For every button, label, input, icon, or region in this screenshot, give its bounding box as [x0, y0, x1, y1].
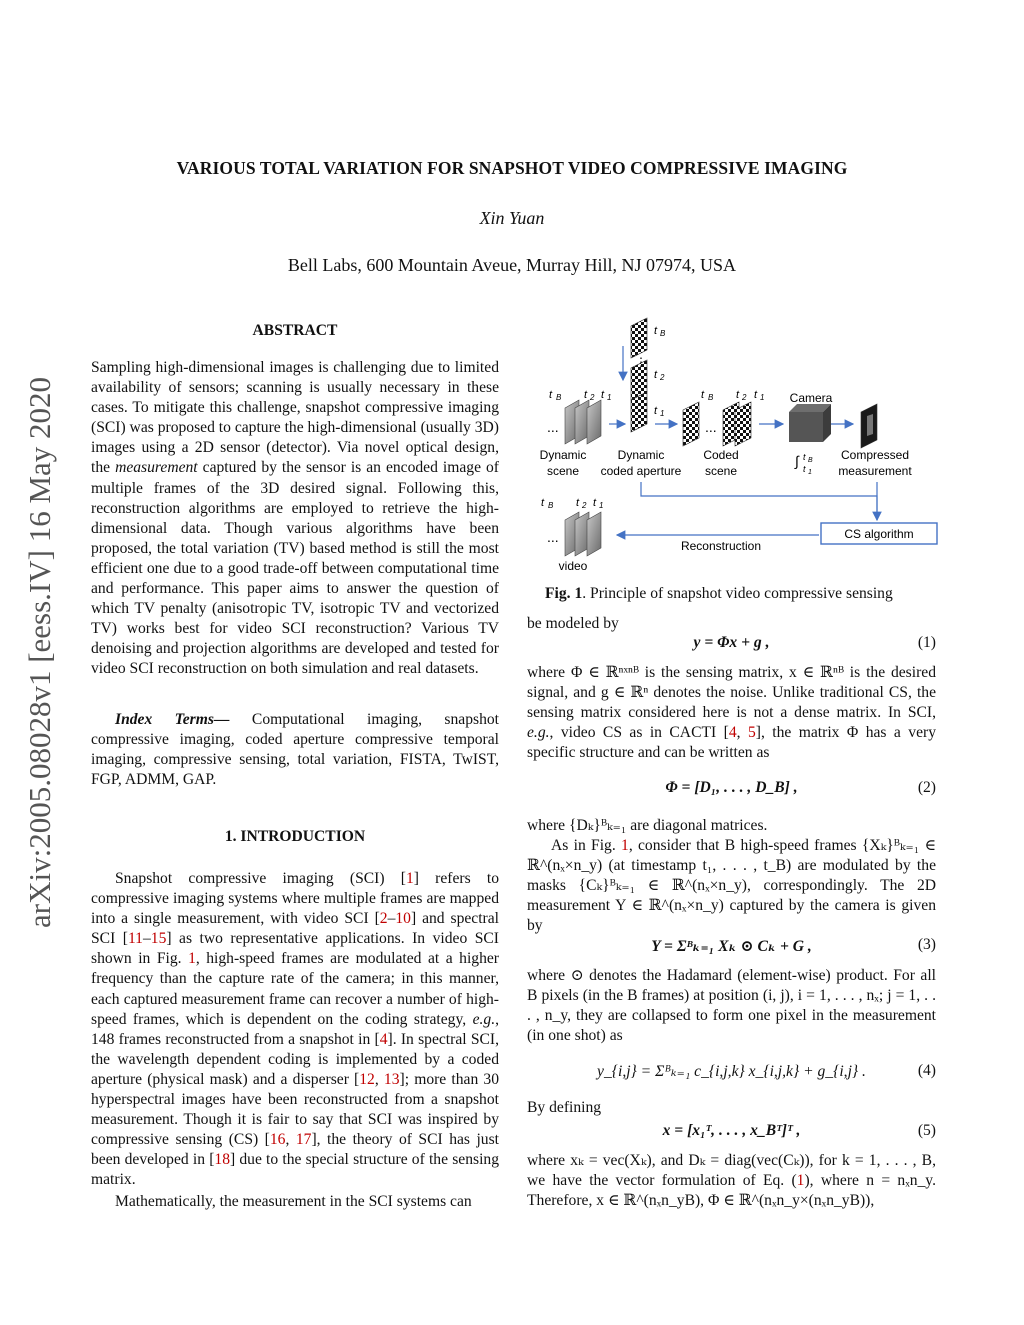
intro-text: ]. In spectral SCI, the wavelength dependent coding is implemented by a coded aperture (physical mask) and a disperser [	[91, 1030, 499, 1088]
svg-text:t: t	[701, 389, 705, 401]
citation-ref: 15	[150, 930, 167, 948]
intro-text: Snapshot compressive imaging (SCI) [	[115, 870, 406, 887]
svg-text:t: t	[803, 452, 806, 462]
svg-text:B: B	[556, 393, 562, 402]
citation-ref: 12	[359, 1070, 375, 1088]
svg-text:B: B	[708, 393, 714, 402]
citation-ref: 10	[395, 910, 411, 928]
svg-text:Dynamic: Dynamic	[539, 448, 587, 462]
citation-ref: 11	[127, 930, 143, 948]
citation-ref: 18	[214, 1151, 230, 1169]
affiliation: Bell Labs, 600 Mountain Aveue, Murray Hill, NJ 07974, USA	[287, 255, 737, 275]
svg-text:t: t	[654, 325, 658, 337]
svg-text:t: t	[736, 389, 740, 401]
equation-4: y_{i,j} = Σᴮₖ₌₁ c_{i,j,k} x_{i,j,k} + g_{i,j} . (4)	[597, 1062, 936, 1080]
citation-ref: 17	[295, 1131, 312, 1149]
svg-text:B: B	[660, 329, 666, 338]
equation-3: Y = Σᴮₖ₌₁ Xₖ ⊙ Cₖ + G , (3)	[651, 936, 936, 955]
svg-text:...: ...	[547, 529, 559, 545]
intro-text: ,	[374, 1070, 384, 1088]
paragraph-hadamard: where ⊙ denotes the Hadamard (element-wise) product. For all B pixels (in the B frames) at position (i, j), i = 1, . . . , nₓ; j = 1, . . . , n_y, they are collapsed to form one pixel in the measurement (in one shot) as	[527, 967, 936, 1045]
paragraph-sensing-matrix: where Φ ∈ ℝⁿˣⁿᴮ is the sensing matrix, x ∈ ℝⁿᴮ is the desired signal, and g ∈ ℝⁿ denotes the noise. Unlike traditional CS, the sensing matrix considered here is not a dense matrix. In SCI, e.g., video CS as in CACTI [4, 5], the matrix Φ has a very specific structure and can be written as	[527, 664, 936, 762]
author: Xin Yuan	[479, 208, 545, 228]
svg-text:t: t	[754, 389, 758, 401]
svg-text:1: 1	[808, 469, 812, 476]
equation-1: y = Φx + g , (1)	[693, 634, 936, 651]
svg-text:B: B	[808, 457, 813, 464]
coded-aperture-masks	[631, 318, 647, 432]
intro-em: e.g.	[472, 1010, 496, 1028]
svg-text:t: t	[541, 497, 545, 509]
equation-5: x = [x₁ᵀ, . . . , x_Bᵀ]ᵀ , (5)	[662, 1122, 936, 1139]
be-modeled-text: be modeled by	[527, 615, 619, 632]
intro-paragraph-1	[91, 869, 499, 1191]
figure-1-caption: Fig. 1. Principle of snapshot video compressive sensing	[545, 585, 893, 602]
citation-ref: 1	[405, 870, 414, 887]
svg-text:2: 2	[660, 373, 665, 382]
intro-text: , high-speed frames are modulated at a higher frequency than the capture rate of the camera; in this manner, each captured measurement frame can recover a number of high-speed frames, which is dependent on the coding strategy,	[91, 950, 499, 1028]
svg-text:Camera: Camera	[789, 391, 833, 405]
svg-text:scene: scene	[546, 464, 580, 478]
intro-text: ] as two representative applications. In video SCI shown in Fig.	[91, 930, 500, 968]
abstract-heading: ABSTRACT	[252, 322, 338, 339]
svg-text:Coded: Coded	[703, 448, 739, 462]
svg-text:2: 2	[742, 393, 747, 402]
svg-text:measurement: measurement	[838, 464, 912, 478]
svg-text:1: 1	[599, 501, 604, 510]
arxiv-stamp: arXiv:2005.08028v1 [eess.IV] 16 May 2020	[22, 376, 57, 928]
paper-title: VARIOUS TOTAL VARIATION FOR SNAPSHOT VIDEO COMPRESSIVE IMAGING	[176, 158, 848, 178]
abstract-body: Sampling high-dimensional images is challenging due to limited availability of sensors; scanning is usually necessary in these cases. To mitigate this challenge, snapshot compressive imaging (SCI) was proposed to capture the high-dimensional (usually 3D) images using a 2D sensor (detector). Via novel optical design, the measurement captured by the sensor is an encoded image of multiple frames of the 3D desired signal. Following this, reconstruction algorithms are employed to retrieve the high-dimensional data. Though various algorithms have been proposed, the total variation (TV) based method is still the most efficient one due to a good trade-off between computational time and performance. This paper aims to answer the question of which TV penalty (anisotropic TV, isotropic TV and vectorized TV) works best for video SCI reconstruction? Various TV denoising and projection algorithms are developed and tested for video SCI reconstruction on both simulation and real datasets.	[91, 359, 499, 678]
coded-scene-frames	[683, 402, 751, 446]
intro-text: , 148 frames reconstructed from a snapshot in [	[91, 1010, 499, 1048]
svg-text:2: 2	[582, 501, 587, 510]
svg-text:t: t	[601, 389, 605, 401]
intro-text: ] refers to compressive imaging systems where multiple frames are mapped into a single measurement, with video SCI [	[91, 870, 499, 928]
citation-ref: 13	[383, 1070, 400, 1088]
paragraph-diagonal: where {Dₖ}ᴮₖ₌₁ are diagonal matrices.	[527, 817, 768, 834]
svg-text:video: video	[558, 559, 588, 573]
label-tB: t	[549, 389, 553, 401]
svg-text:...: ...	[705, 419, 717, 435]
integral-symbol: ∫	[795, 453, 799, 469]
svg-text:t: t	[654, 369, 658, 381]
intro-text: ], the theory of SCI has just been developed in [	[91, 1131, 500, 1169]
intro-text: –	[387, 910, 396, 928]
by-defining-text: By defining	[527, 1099, 602, 1116]
paragraph-vector-formulation: where xₖ = vec(Xₖ), and Dₖ = diag(vec(Cₖ)), for k = 1, . . . , B, we have the vector formulation of Eq. (1), where n = nₓn_y. Therefore, x ∈ ℝ^(nₓn_yB), Φ ∈ ℝ^(nₓn_y×(nₓn_yB)),	[527, 1152, 936, 1210]
intro-text: –	[142, 930, 151, 948]
index-terms: Index Terms— Computational imaging, snapshot compressive imaging, coded aperture compressive temporal imaging, compressive sensing, total variation, FISTA, TwIST, FGP, ADMM, GAP.	[91, 711, 499, 789]
svg-text:Compressed: Compressed	[840, 448, 910, 462]
intro-text: ,	[285, 1131, 296, 1149]
citation-ref: 4	[379, 1030, 388, 1048]
svg-text:CS algorithm: CS algorithm	[844, 527, 914, 541]
svg-text:t: t	[584, 389, 588, 401]
intro-text: ] due to the special structure of the sensing matrix.	[91, 1151, 499, 1189]
citation-ref: 2	[379, 910, 388, 928]
intro-text: ] and spectral SCI [	[91, 910, 499, 948]
svg-text:t: t	[593, 497, 597, 509]
svg-text:B: B	[548, 501, 554, 510]
figure-1-diagram	[527, 316, 947, 578]
svg-text:t: t	[576, 497, 580, 509]
svg-text:t: t	[654, 405, 658, 417]
svg-text:scene: scene	[704, 464, 738, 478]
svg-text:2: 2	[590, 393, 595, 402]
intro-text: ]; more than 30 hyperspectral images have been reconstructed from a snapshot measurement. Though it is fair to say that SCI was inspired by compressive sensing (CS) [	[91, 1070, 499, 1149]
svg-text:⋮: ⋮	[635, 355, 647, 369]
svg-text:1: 1	[760, 393, 765, 402]
compressed-measurement-image	[861, 404, 877, 448]
paragraph-high-speed-frames: As in Fig. 1, consider that B high-speed frames {Xₖ}ᴮₖ₌₁ ∈ ℝ^(nₓ×n_y) (at timestamp t₁, . . . , t_B) are modulated by the masks {Cₖ}ᴮₖ₌₁ ∈ ℝ^(nₓ×n_y), correspondingly. The 2D measurement Y ∈ ℝ^(nₓ×n_y) captured by the camera is given by	[527, 837, 936, 935]
intro-heading: 1. INTRODUCTION	[224, 828, 366, 845]
svg-text:...: ...	[547, 419, 559, 435]
svg-text:Dynamic: Dynamic	[617, 448, 665, 462]
svg-text:1: 1	[607, 393, 612, 402]
svg-text:1: 1	[660, 409, 665, 418]
camera-icon	[789, 404, 831, 442]
intro-paragraph-2: Mathematically, the measurement in the SCI systems can	[115, 1193, 472, 1210]
svg-text:coded aperture: coded aperture	[600, 464, 682, 478]
citation-ref: 16	[269, 1131, 286, 1149]
svg-text:t: t	[803, 464, 806, 474]
equation-2: Φ = [D₁, . . . , D_B] , (2)	[665, 779, 936, 796]
dynamic-scene-frames	[547, 400, 601, 444]
svg-text:Reconstruction: Reconstruction	[680, 539, 762, 553]
reconstructed-video-frames	[547, 512, 601, 556]
citation-ref: 1	[188, 950, 196, 968]
